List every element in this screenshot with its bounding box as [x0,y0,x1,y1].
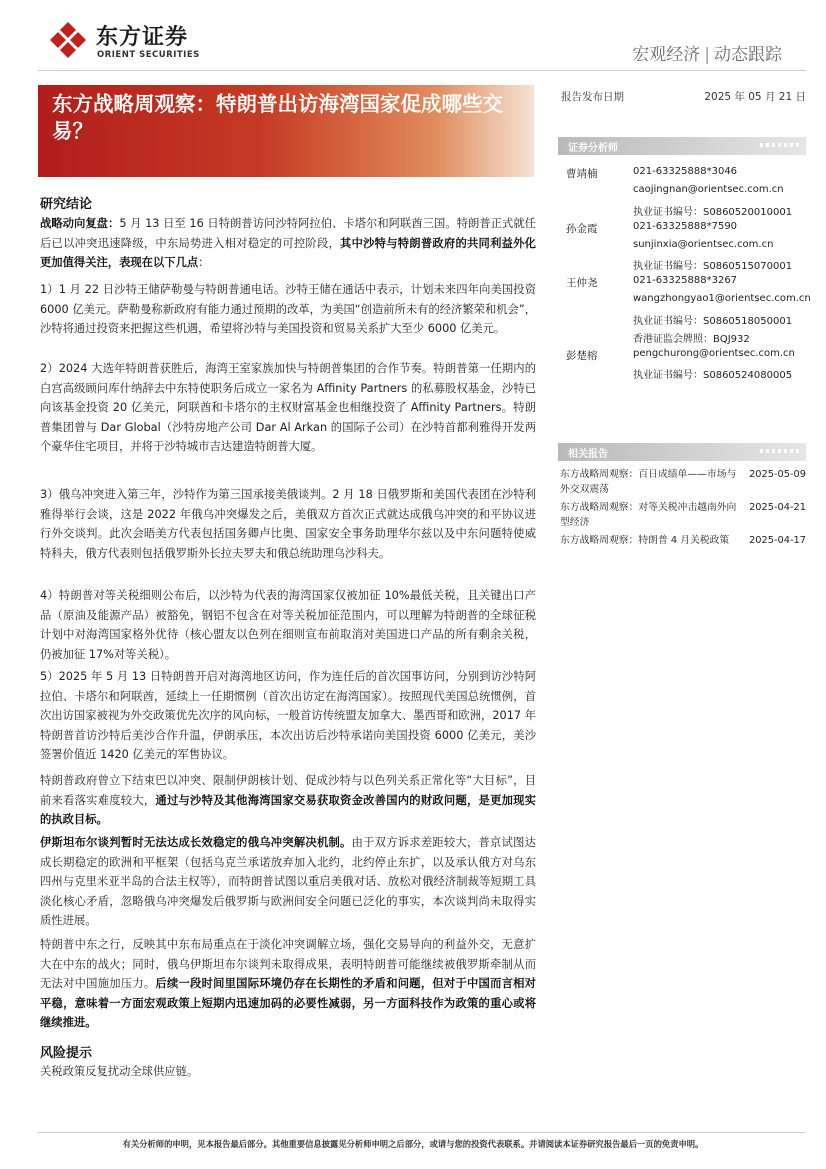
analyst-name: 曹靖楠 [566,168,598,180]
conclusion-heading: 研究结论 [40,197,93,212]
report-date-label: 报告发布日期 [561,91,624,103]
analysts-header [558,137,806,155]
paragraph-istanbul [40,833,536,931]
paragraph-emphasis: 其中沙特与特朗普政府的共同利益外化更加值得关注，表现在以下几点 [40,236,536,269]
related-header-label: 相关报告 [568,449,608,460]
related-reports-header [558,443,806,461]
paragraph-goals [40,771,536,830]
point-5: 5）2025 年 5 月 13 日特朗普开启对海湾地区访问，作为连任后的首次国事访问，分别到访沙特阿拉伯、卡塔尔和阿联酋，延续上一任期惯例（首次出访定在海湾国家）。按照现代美国总统惯例，首次出访国家被视为外交政策优先次序的风向标，一般首访传统盟友加拿大、墨西哥和欧洲，2017 年特朗普首访沙特后美沙合作升温，伊朗承压，本次出访后沙特承诺向美国投资 6000 亿美元，美沙签署价值近 1420 亿美元的军售协议。 [40,670,536,761]
analysts-header-label: 证券分析师 [568,143,618,154]
risk-text: 关税政策反复扰动全球供应链。 [40,1065,199,1078]
analyst-license: 执业证书编号：S0860520010001 [633,207,793,218]
related-report-date: 2025-04-21 [749,502,806,513]
analyst-email[interactable]: sunjinxia@orientsec.com.cn [633,239,774,250]
analyst-name: 王仲尧 [566,277,598,289]
point-1: 1）1 月 22 日沙特王储萨勒曼与特朗普通电话。沙特王储在通话中表示，计划未来四年向美国投资 6000 亿美元。萨勒曼称新政府有能力通过预期的改革，为美国“创造前所未有的经济繁荣和机会”，沙特将通过投资来把握这些机遇，希望将沙特与美国投资和贸易关系扩大至少 6000 亿美元。 [40,283,536,335]
paragraph-text: 特朗普中东之行，反映其中东布局重点在于淡化冲突调解立场，强化交易导向的利益外交，无意扩大在中东的战火；同时，俄乌伊斯坦布尔谈判未取得成果，表明特朗普可能继续被俄罗斯牵制从而无法对中国施加压力。 [40,938,536,990]
brand-name-cn: 东方证券 [96,25,189,50]
related-report-date: 2025-05-09 [749,469,806,480]
analyst-hk-license: 香港证监会牌照：BQJ932 [633,334,750,345]
report-category [632,40,782,65]
category-label: 宏观经济 [632,45,701,65]
paragraph-text: 5 月 13 日至 16 日特朗普访问沙特阿拉伯、卡塔尔和阿联酋三国。特朗普正式就任后已以冲突迅速降级，中东局势进入相对稳定的可控阶段， [40,217,536,250]
paragraph-text: 由于双方诉求差距较大，普京试图达成长期稳定的欧洲和平框架（包括乌克兰承诺放弃加入北约，北约停止东扩，以及承认俄方对乌东四州与克里米亚半岛的合法主权等），而特朗普试图以重启美俄对话、放松对俄经济制裁等短期工具淡化核心矛盾，忽略俄乌冲突爆发后俄罗斯与欧洲间安全问题已泛化的事实，本次谈判尚未取得实质性进展。 [40,836,536,927]
footer-disclaimer: 有关分析师的申明，见本报告最后部分。其他重要信息披露见分析师申明之后部分，或请与您的投资代表联系。并请阅读本证券研究报告最后一页的免责申明。 [122,1139,704,1149]
analyst-license: 执业证书编号：S0860518050001 [633,316,793,327]
point-2: 2）2024 大选年特朗普获胜后，海湾王室家族加快与特朗普集团的合作节奏。特朗普第一任期内的白宫高级顾问库什纳辞去中东特使职务后成立一家名为 Affinity Partners 的私募股权基金，沙特已向该基金投资 20 亿美元，阿联酋和卡塔尔的主权财富基金也相继投资了 Affinity Partners。特朗普集团曾与 Dar Global（沙特房地产公司 Dar Al Arkan 的国际子公司）在沙特首都利雅得开发两个豪华住宅项目，并将于沙特城市吉达建造特朗普大厦。 [40,362,536,453]
analyst-email[interactable]: caojingnan@orientsec.com.cn [633,184,784,195]
related-report-title[interactable]: 东方战略周观察：对等关税冲击越南外向型经济 [560,502,737,528]
report-date-value: 2025 年 05 月 21 日 [704,91,806,103]
paragraph-emphasis: 后续一段时间里国际环境仍存在长期性的矛盾和问题，但对于中国而言相对平稳，意味着一方面宏观政策上短期内迅速加码的必要性减弱，另一方面科技作为政策的重心或将继续推进。 [40,977,536,1029]
header-dots-decoration [760,143,800,147]
point-4: 4）特朗普对等关税细则公布后，以沙特为代表的海湾国家仅被加征 10%最低关税，且关键出口产品（原油及能源产品）被豁免，钢铝不包含在对等关税加征范围内，可以理解为特朗普的全球征税计划中对海湾国家格外优待（核心盟友以色列在细则宣布前取消对美国进口产品的所有剩余关税，仍被加征 17%对等关税）。 [40,589,536,661]
title-banner [38,85,534,177]
paragraph-end: ： [198,256,210,269]
risk-heading: 风险提示 [40,1046,93,1061]
paragraph-emphasis: 伊斯坦布尔谈判暂时无法达成长效稳定的俄乌冲突解决机制。 [40,836,352,849]
paragraph-lead: 战略动向复盘： [40,217,120,230]
paragraph-strategy [40,214,536,273]
header-dots-decoration [760,449,800,453]
analyst-email[interactable]: wangzhongyao1@orientsec.com.cn [633,293,811,304]
analyst-phone: 021-63325888*3046 [633,166,738,177]
related-report-title[interactable]: 东方战略周观察：百日成绩单——市场与外交双震荡 [560,469,737,495]
analyst-name: 孙金霞 [566,223,598,235]
related-report-title[interactable]: 东方战略周观察：特朗普 4 月关税政策 [560,535,730,546]
category-separator: | [704,45,710,65]
analyst-phone: 021-63325888*7590 [633,221,738,232]
analyst-name: 彭楚榕 [566,350,598,362]
point-3: 3）俄乌冲突进入第三年，沙特作为第三国承接美俄谈判。2 月 18 日俄罗斯和美国代表团在沙特利雅得举行会谈，这是 2022 年俄乌冲突爆发之后，美俄双方首次正式就达成俄乌冲突的和平协议进行外交谈判。此次会晤美方代表包括国务卿卢比奥、国家安全事务助理华尔兹以及中东问题特使威特科夫，俄方代表则包括俄罗斯外长拉夫罗夫和俄总统助理乌沙科夫。 [40,488,536,560]
footer-divider [38,1132,806,1133]
orient-logo-icon [48,20,88,60]
analyst-license: 执业证书编号：S0860515070001 [633,261,793,272]
header-divider [38,70,806,71]
paragraph-summary [40,935,536,1033]
analyst-license: 执业证书编号：S0860524080005 [633,370,793,381]
subcategory-label: 动态跟踪 [714,45,782,65]
analyst-email[interactable]: pengchurong@orientsec.com.cn [633,348,795,359]
brand-logo [48,20,238,64]
brand-name-en: ORIENT SECURITIES [97,50,200,60]
related-report-date: 2025-04-17 [749,535,806,546]
analyst-phone: 021-63325888*3267 [633,275,738,286]
report-title: 东方战略周观察：特朗普出访海湾国家促成哪些交易？ [52,92,503,143]
paragraph-emphasis: 通过与沙特及其他海湾国家交易获取资金改善国内的财政问题，是更加现实的执政目标。 [40,793,536,826]
paragraph-text: 特朗普政府曾立下结束巴以冲突、限制伊朗核计划、促成沙特与以色列关系正常化等“大目标”，目前来看落实难度较大， [40,774,536,807]
